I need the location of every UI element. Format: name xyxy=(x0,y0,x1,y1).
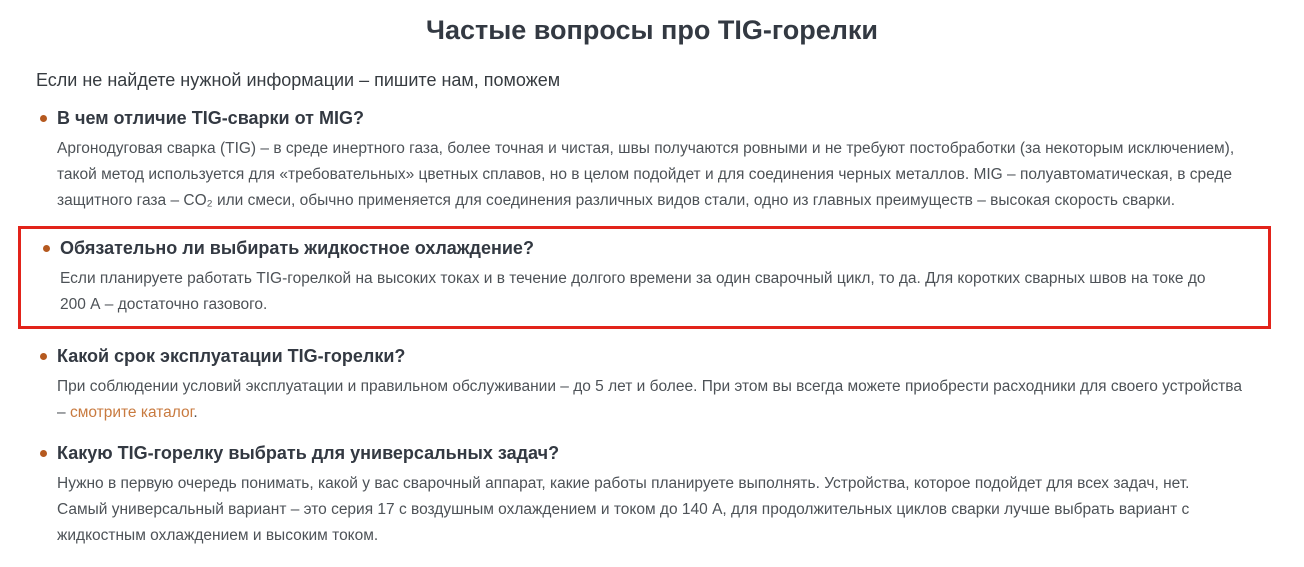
faq-answer: Нужно в первую очередь понимать, какой у вас сварочный аппарат, какие работы планируете выполнять. Устройства, которое подойдет для всех задач, нет. Самый универсальный вариант – это серия 17 с воздушным охлаждением и током до 140 А, для продолжительных циклов сварки лучше выбрать вариант с жидкостным охлаждением и высоким током. xyxy=(57,475,1190,544)
faq-list xyxy=(0,107,1304,549)
highlight-rectangle xyxy=(18,226,1271,329)
bullet-icon xyxy=(40,353,47,360)
page-title: Частые вопросы про TIG-горелки xyxy=(426,15,878,45)
faq-item-liquid-cooling xyxy=(43,237,1248,318)
faq-question-row xyxy=(40,107,1244,129)
bullet-icon xyxy=(40,450,47,457)
faq-item-service-life xyxy=(0,345,1304,426)
faq-answer: Если планируете работать TIG-горелкой на высоких токах и в течение долгого времени за один сварочный цикл, то да. Для коротких сварных швов на токе до 200 А – достаточно газового. xyxy=(60,270,1206,313)
faq-question-row xyxy=(43,237,1228,259)
answer-text-after-link: . xyxy=(193,404,198,421)
faq-question-row xyxy=(40,442,1244,464)
faq-item-universal-choice xyxy=(0,442,1304,549)
page-subtitle: Если не найдете нужной информации – пишите нам, поможем xyxy=(36,70,561,90)
faq-answer xyxy=(57,374,1244,426)
faq-answer: Аргонодуговая сварка (TIG) – в среде инертного газа, более точная и чистая, швы получаются ровными и не требуют постобработки (за некоторым исключением), такой метод используется для «требовательных» цветных сплавов, но в целом подойдет и для соединения черных металлов. MIG – полуавтоматическая, в среде защитного газа – CO₂ или смеси, обычно применяется для соединения различных видов стали, одно из главных преимуществ – высокая скорость сварки. xyxy=(57,140,1235,209)
answer-text-before-link: При соблюдении условий эксплуатации и правильном обслуживании – до 5 лет и более. При этом вы всегда можете приобрести расходники для своего устройства – xyxy=(57,378,1242,421)
faq-item-tig-vs-mig xyxy=(0,107,1304,214)
faq-question: Какой срок эксплуатации TIG-горелки? xyxy=(57,346,406,366)
faq-question: Какую TIG-горелку выбрать для универсальных задач? xyxy=(57,443,560,463)
faq-question: В чем отличие TIG-сварки от MIG? xyxy=(57,108,364,128)
bullet-icon xyxy=(43,245,50,252)
catalog-link[interactable]: смотрите каталог xyxy=(69,404,194,421)
faq-question: Обязательно ли выбирать жидкостное охлаждение? xyxy=(60,238,534,258)
bullet-icon xyxy=(40,115,47,122)
faq-question-row xyxy=(40,345,1244,367)
